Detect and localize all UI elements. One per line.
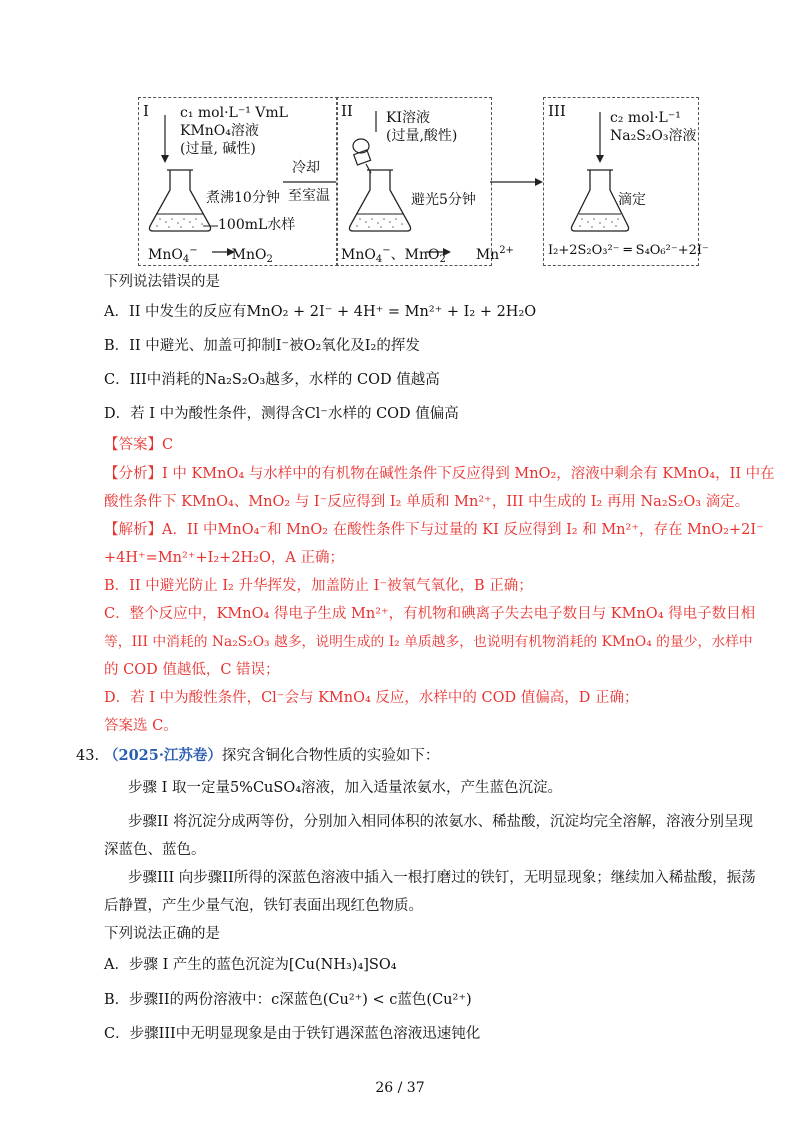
q42-option-c: C．III中消耗的Na₂S₂O₃越多，水样的 COD 值越高 <box>104 372 440 388</box>
q43-heading <box>104 745 439 767</box>
step1-reaction: MnO$_4$− MnO$_2$ <box>148 245 273 265</box>
q43-step3-line-1: 步骤III 向步骤II所得的深蓝色溶液中插入一根打磨过的铁钉，无明显现象；继续加入稀盐酸，振荡 <box>128 870 756 886</box>
q43-number: 43. <box>76 748 100 764</box>
step3-reaction: I₂+2S₂O₃²⁻ ═ S₄O₆²⁻+2I⁻ <box>548 243 709 258</box>
q43-source: （2025·江苏卷） <box>104 747 222 764</box>
q42-option-a: A．II 中发生的反应有MnO₂ + 2I⁻ + 4H⁺ = Mn²⁺ + I₂ + 2H₂O <box>104 304 537 320</box>
q42-explain-line-8: 答案选 C。 <box>104 718 178 734</box>
step1-reagent-name: KMnO₄溶液 <box>180 123 259 139</box>
q43-step2-line-2: 深蓝色、蓝色。 <box>104 842 206 858</box>
cooling-label: 冷却 <box>292 160 320 176</box>
q42-explain-line-5: 等，III 中消耗的 Na₂S₂O₃ 越多，说明生成的 I₂ 单质越多，也说明有机物消耗的 KMnO₄ 的量少，水样中 <box>104 634 753 650</box>
q42-explain-line-1: 【解析】A．II 中MnO₄⁻和 MnO₂ 在酸性条件下与过量的 KI 反应得到 I₂ 和 Mn²⁺，存在 MnO₂+2I⁻ <box>104 522 764 538</box>
step2-dark-note: 避光5分钟 <box>411 192 476 208</box>
step1-reagent-condition: (过量, 碱性) <box>180 141 256 157</box>
q42-explain-line-2: +4H⁺=Mn²⁺+I₂+2H₂O，A 正确； <box>104 550 344 566</box>
step3-reagent-concentration: c₂ mol·L⁻¹ <box>610 110 681 126</box>
q42-stem: 下列说法错误的是 <box>104 274 220 290</box>
step3-titrate-note: 滴定 <box>618 192 646 208</box>
q43-option-b: B．步骤II的两份溶液中：c深蓝色(Cu²⁺) < c蓝色(Cu²⁺) <box>104 992 472 1008</box>
q43-title: 探究含铜化合物性质的实验如下： <box>221 748 440 764</box>
q42-analysis-line-1: 【分析】I 中 KMnO₄ 与水样中的有机物在碱性条件下反应得到 MnO₂，溶液中剩余有 KMnO₄，II 中在 <box>104 466 775 482</box>
q43-option-a: A．步骤 I 产生的蓝色沉淀为[Cu(NH₃)₄]SO₄ <box>104 957 397 973</box>
q43-stem: 下列说法正确的是 <box>104 926 220 942</box>
q42-answer: 【答案】C <box>104 437 174 453</box>
q43-step2-line-1: 步骤II 将沉淀分成两等份，分别加入相同体积的浓氨水、稀盐酸，沉淀均完全溶解，溶液分别呈现 <box>128 814 754 830</box>
step1-reagent-concentration: c₁ mol·L⁻¹ VmL <box>180 105 288 121</box>
page-number: 26 / 37 <box>375 1080 425 1096</box>
step2-reaction: MnO$_4$−、MnO$_2$ $Mn^{2+}$ <box>341 245 514 265</box>
step2-label: II <box>341 102 353 120</box>
q43-step1: 步骤 I 取一定量5%CuSO₄溶液，加入适量浓氨水，产生蓝色沉淀。 <box>128 780 563 796</box>
q43-step3-line-2: 后静置，产生少量气泡，铁钉表面出现红色物质。 <box>104 898 423 914</box>
q42-explain-line-4: C．整个反应中，KMnO₄ 得电子生成 Mn²⁺，有机物和碘离子失去电子数目与 KMnO₄ 得电子数目相 <box>104 606 756 622</box>
room-temp-label: 至室温 <box>288 188 330 204</box>
q42-analysis-line-2: 酸性条件下 KMnO₄、MnO₂ 与 I⁻反应得到 I₂ 单质和 Mn²⁺，III 中生成的 I₂ 再用 Na₂S₂O₃ 滴定。 <box>104 494 750 510</box>
step2-reagent-condition: (过量,酸性) <box>386 128 458 144</box>
step3-reagent-name: Na₂S₂O₃溶液 <box>610 128 697 144</box>
step2-reagent-name: KI溶液 <box>386 110 430 126</box>
q43-option-c: C．步骤III中无明显现象是由于铁钉遇深蓝色溶液迅速钝化 <box>104 1026 481 1042</box>
step1-label: I <box>143 102 149 120</box>
q42-option-b: B．II 中避光、加盖可抑制I⁻被O₂氧化及I₂的挥发 <box>104 338 420 354</box>
q42-explain-line-3: B．II 中避光防止 I₂ 升华挥发，加盖防止 I⁻被氧气氧化，B 正确； <box>104 578 533 594</box>
q42-explain-line-7: D．若 I 中为酸性条件，Cl⁻会与 KMnO₄ 反应，水样中的 COD 值偏高，D 正确； <box>104 690 639 706</box>
q42-explain-line-6: 的 COD 值越低，C 错误； <box>104 662 280 678</box>
step1-sample-note: 100mL水样 <box>218 217 296 233</box>
step3-label: III <box>548 102 566 120</box>
step1-boil-note: 煮沸10分钟 <box>206 190 280 206</box>
q42-option-d: D．若 I 中为酸性条件，测得含Cl⁻水样的 COD 值偏高 <box>104 406 459 422</box>
